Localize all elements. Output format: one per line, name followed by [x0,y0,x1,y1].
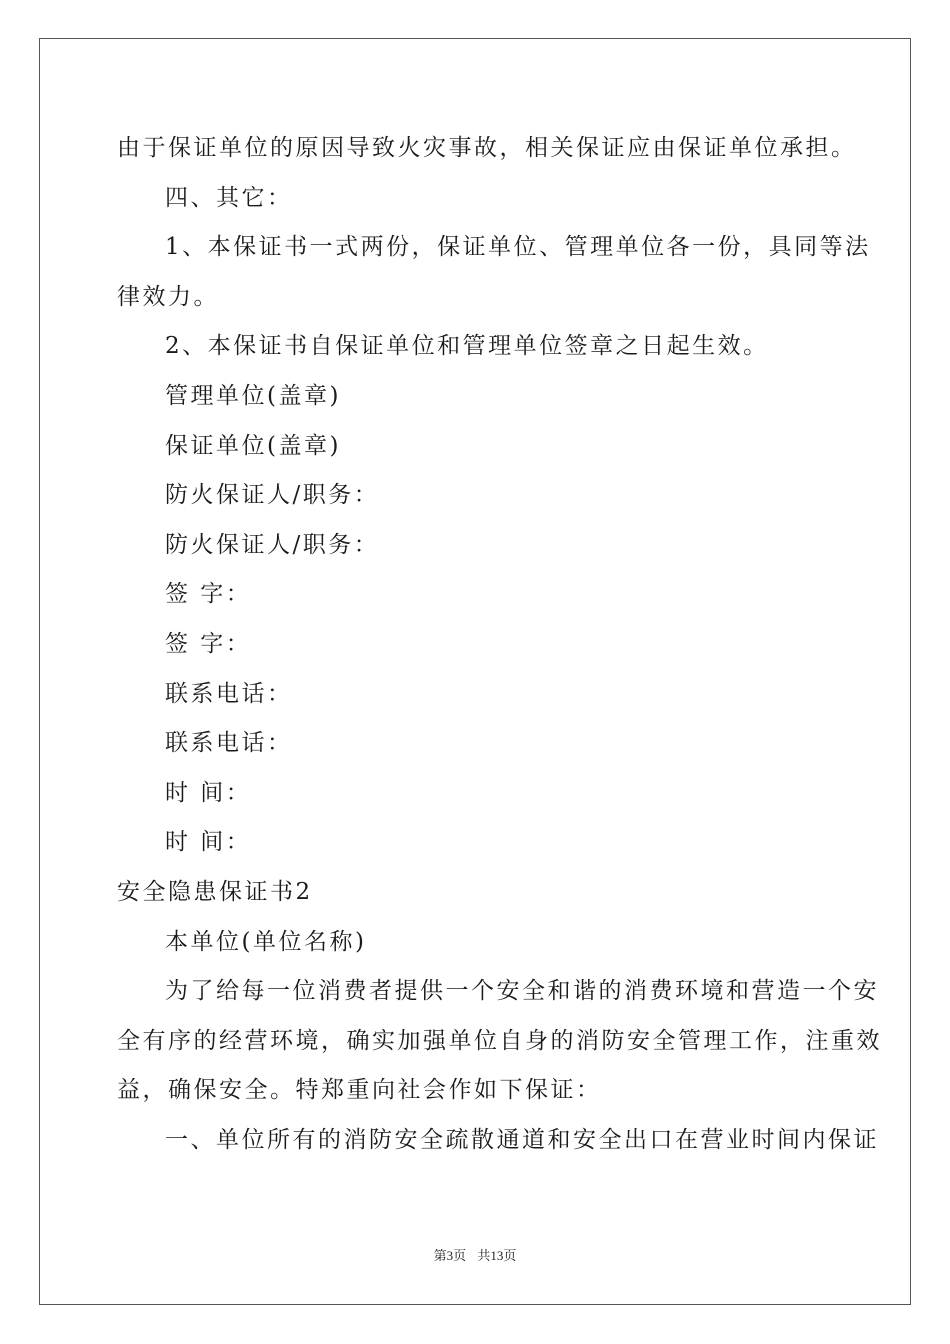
text-line: 一、单位所有的消防安全疏散通道和安全出口在营业时间内保证 [165,1126,879,1153]
text-line: 联系电话： [165,730,293,757]
text-line: 1、本保证书一式两份，保证单位、管理单位各一份，具同等法 [165,234,871,261]
text-line: 签 字： [165,581,252,608]
page-number: 第3页 [433,1248,467,1263]
text-line: 益，确保安全。特郑重向社会作如下保证： [117,1077,602,1104]
text-line: 为了给每一位消费者提供一个安全和谐的消费环境和营造一个安 [165,978,879,1005]
text-line: 2、本保证书自保证单位和管理单位签章之日起生效。 [165,333,769,360]
text-line: 管理单位(盖章) [165,382,341,409]
text-line: 四、其它： [165,184,293,211]
text-line: 由于保证单位的原因导致火灾事故，相关保证应由保证单位承担。 [117,135,857,161]
text-line: 本单位(单位名称) [165,928,367,955]
section-heading: 安全隐患保证书2 [117,878,313,905]
page-total: 共13页 [477,1248,517,1263]
document-body [117,124,882,1165]
text-line: 防火保证人/职务： [165,531,380,558]
page-footer [0,1245,950,1264]
text-line: 时 间： [165,779,252,806]
text-line: 保证单位(盖章) [165,432,341,459]
text-line: 联系电话： [165,680,293,707]
text-line: 全有序的经营环境，确实加强单位自身的消防安全管理工作，注重效 [117,1027,882,1054]
text-line: 签 字： [165,630,252,657]
text-line: 时 间： [165,829,252,856]
text-line: 律效力。 [117,283,219,310]
text-line: 防火保证人/职务： [165,482,380,509]
